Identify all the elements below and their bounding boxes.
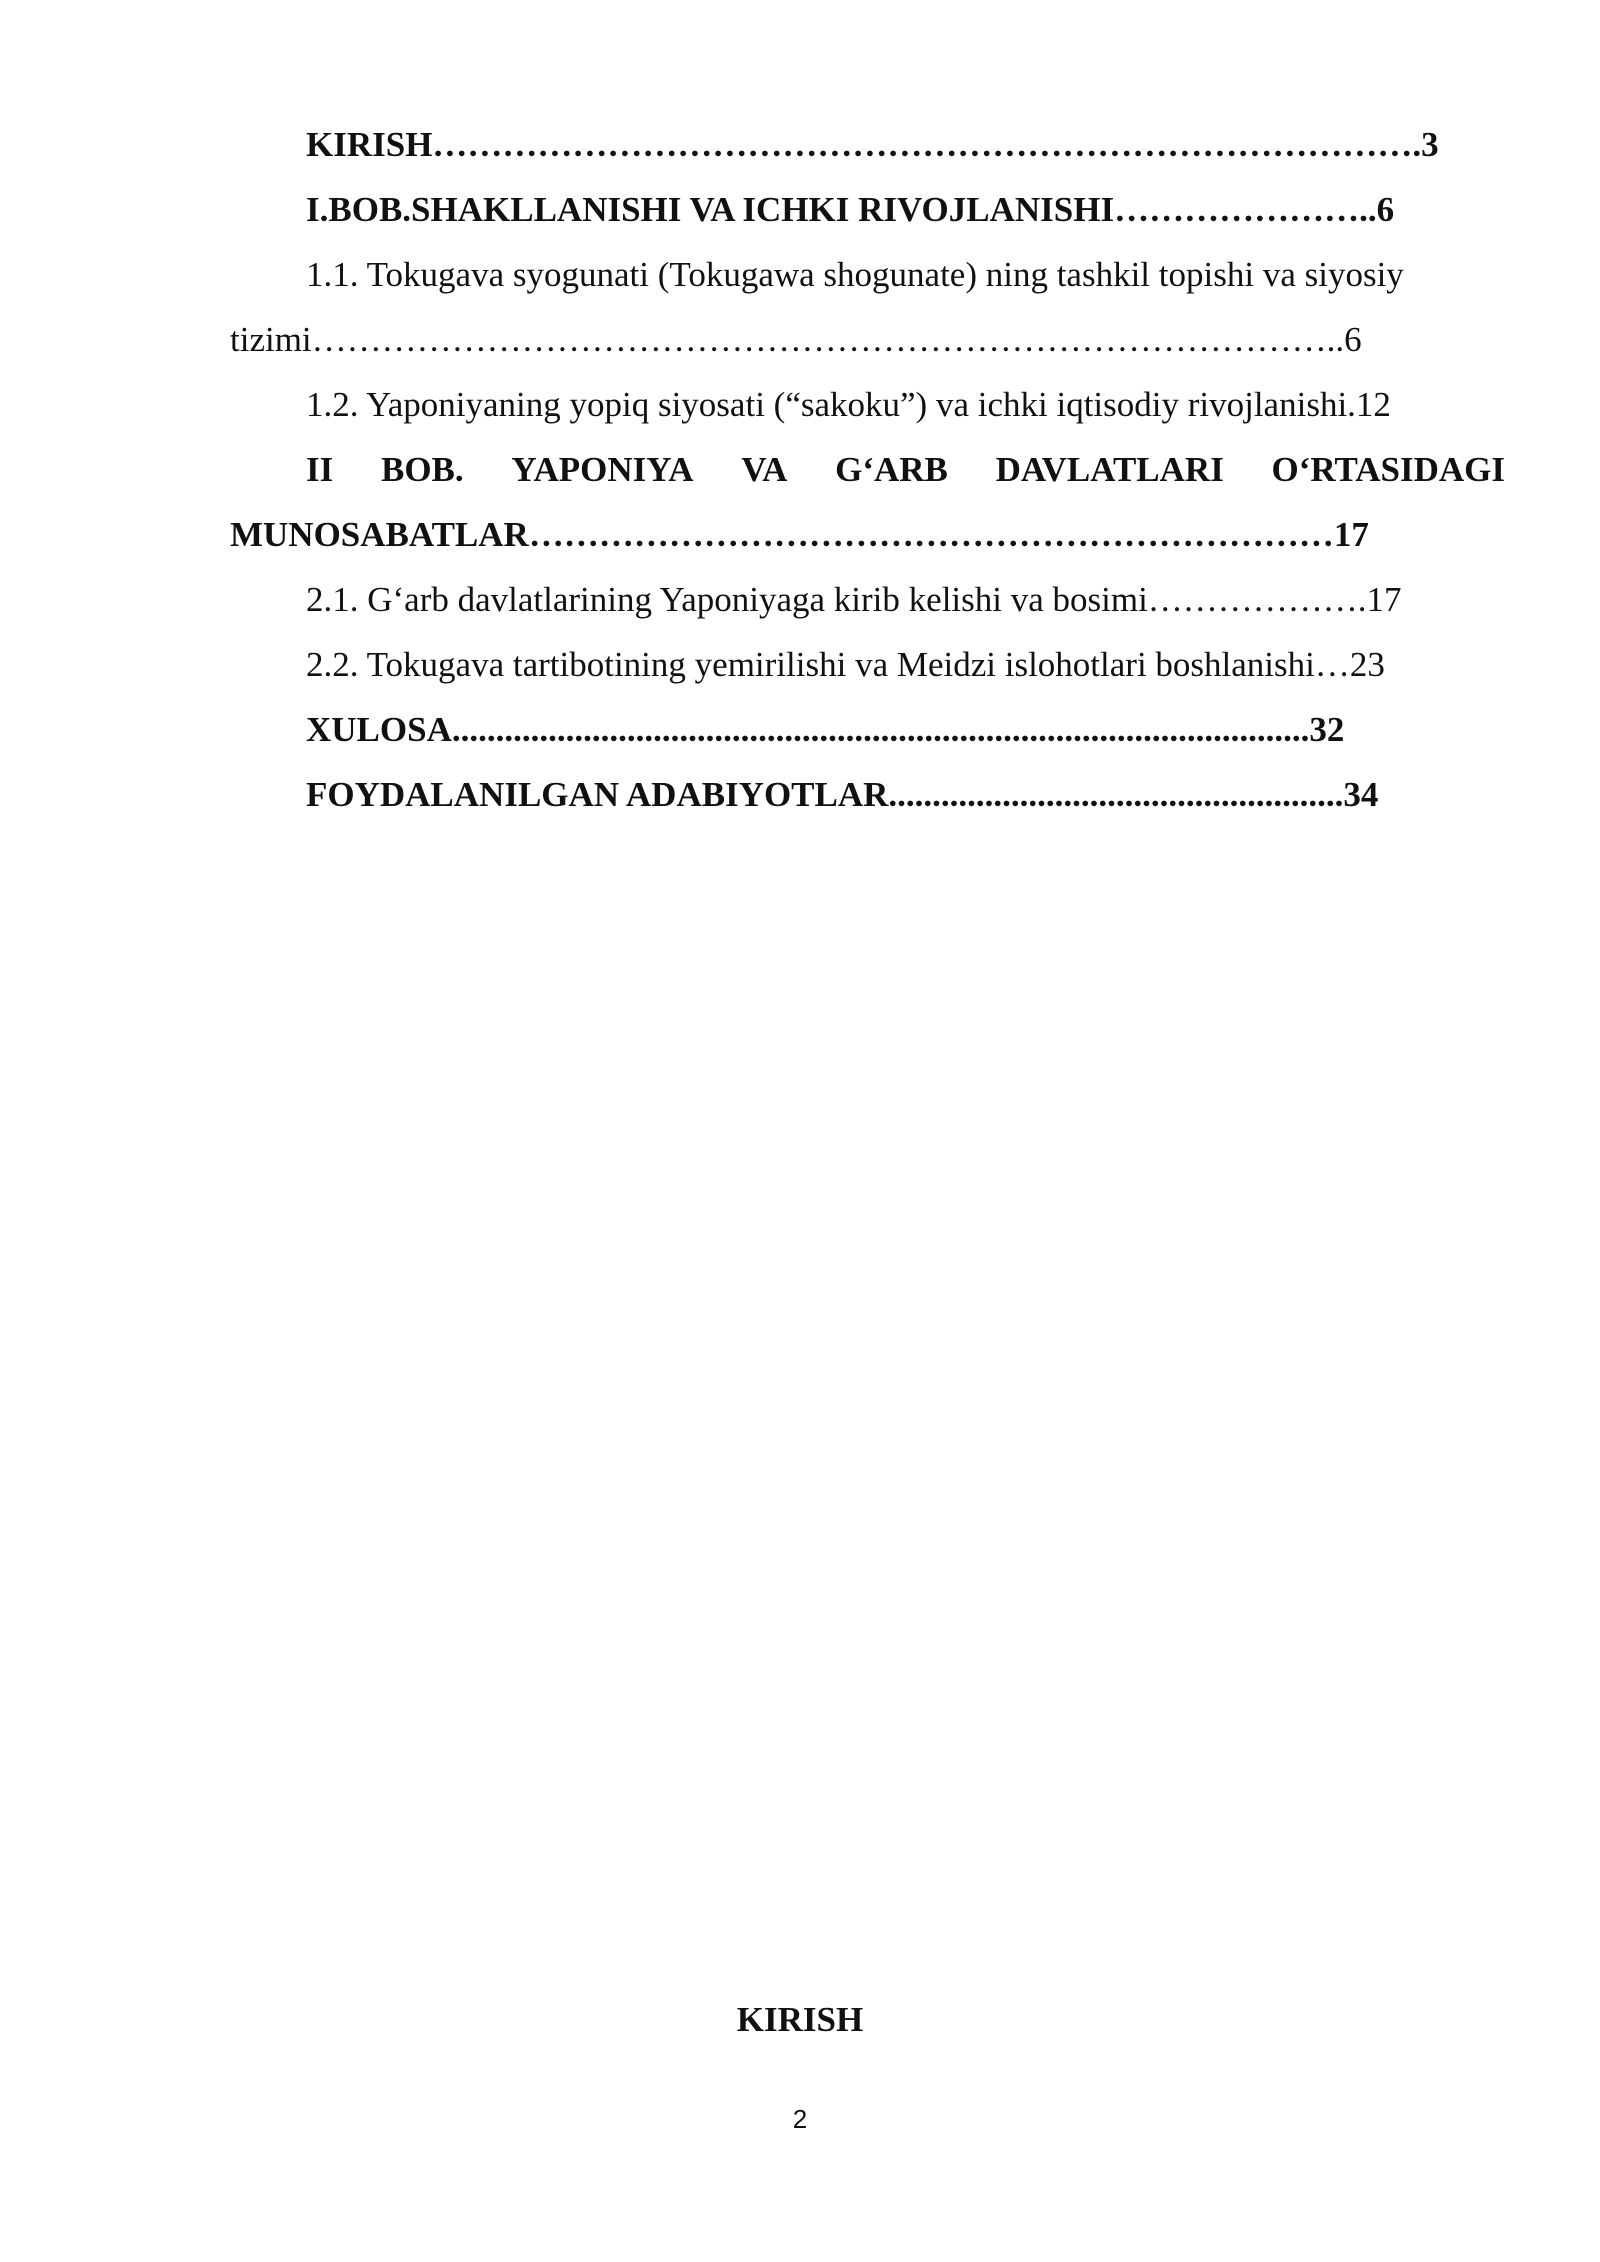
- toc-entry-section-2-1: 2.1. G‘arb davlatlarining Yaponiyaga kirib kelishi va bosimi……………….17: [306, 580, 1402, 619]
- toc-entry-section-1-1-continued: tizimi……………………………………………………………………………..6: [230, 320, 1362, 359]
- toc-entry-chapter-2: [230, 437, 1505, 502]
- toc-entry-adabiyotlar: FOYDALANILGAN ADABIYOTLAR....................................................34: [306, 775, 1379, 814]
- toc-entry-kirish: KIRISH………………………………………………………………………….3: [306, 125, 1439, 164]
- chapter-2-word: BOB.: [380, 450, 464, 489]
- toc-entry-chapter-1: I.BOB.SHAKLLANISHI VA ICHKI RIVOJLANISHI…………………..6: [306, 190, 1395, 229]
- toc-entry-section-1-2: 1.2. Yaponiyaning yopiq siyosati (“sakoku”) va ichki iqtisodiy rivojlanishi.12: [306, 385, 1391, 424]
- section-heading: KIRISH: [736, 2000, 864, 2039]
- chapter-2-word: G‘ARB: [835, 450, 948, 489]
- toc-entry-section-2-2: 2.2. Tokugava tartibotining yemirilishi va Meidzi islohotlari boshlanishi…23: [306, 645, 1385, 684]
- toc-entry-chapter-2-continued: MUNOSABATLAR……………………………………………………………17: [230, 515, 1369, 554]
- chapter-2-word: DAVLATLARI: [995, 450, 1224, 489]
- toc-entry-section-1-1: 1.1. Tokugava syogunati (Tokugawa shogunate) ning tashkil topishi va siyosiy: [306, 255, 1404, 294]
- page-number: 2: [792, 2104, 808, 2134]
- table-of-contents: [230, 112, 1505, 827]
- chapter-2-word: VA: [741, 450, 788, 489]
- chapter-2-word: O‘RTASIDAGI: [1271, 450, 1505, 489]
- chapter-2-word: YAPONIYA: [511, 450, 694, 489]
- chapter-2-word: II: [306, 450, 334, 489]
- toc-entry-xulosa: XULOSA..................................................................................................32: [306, 710, 1345, 749]
